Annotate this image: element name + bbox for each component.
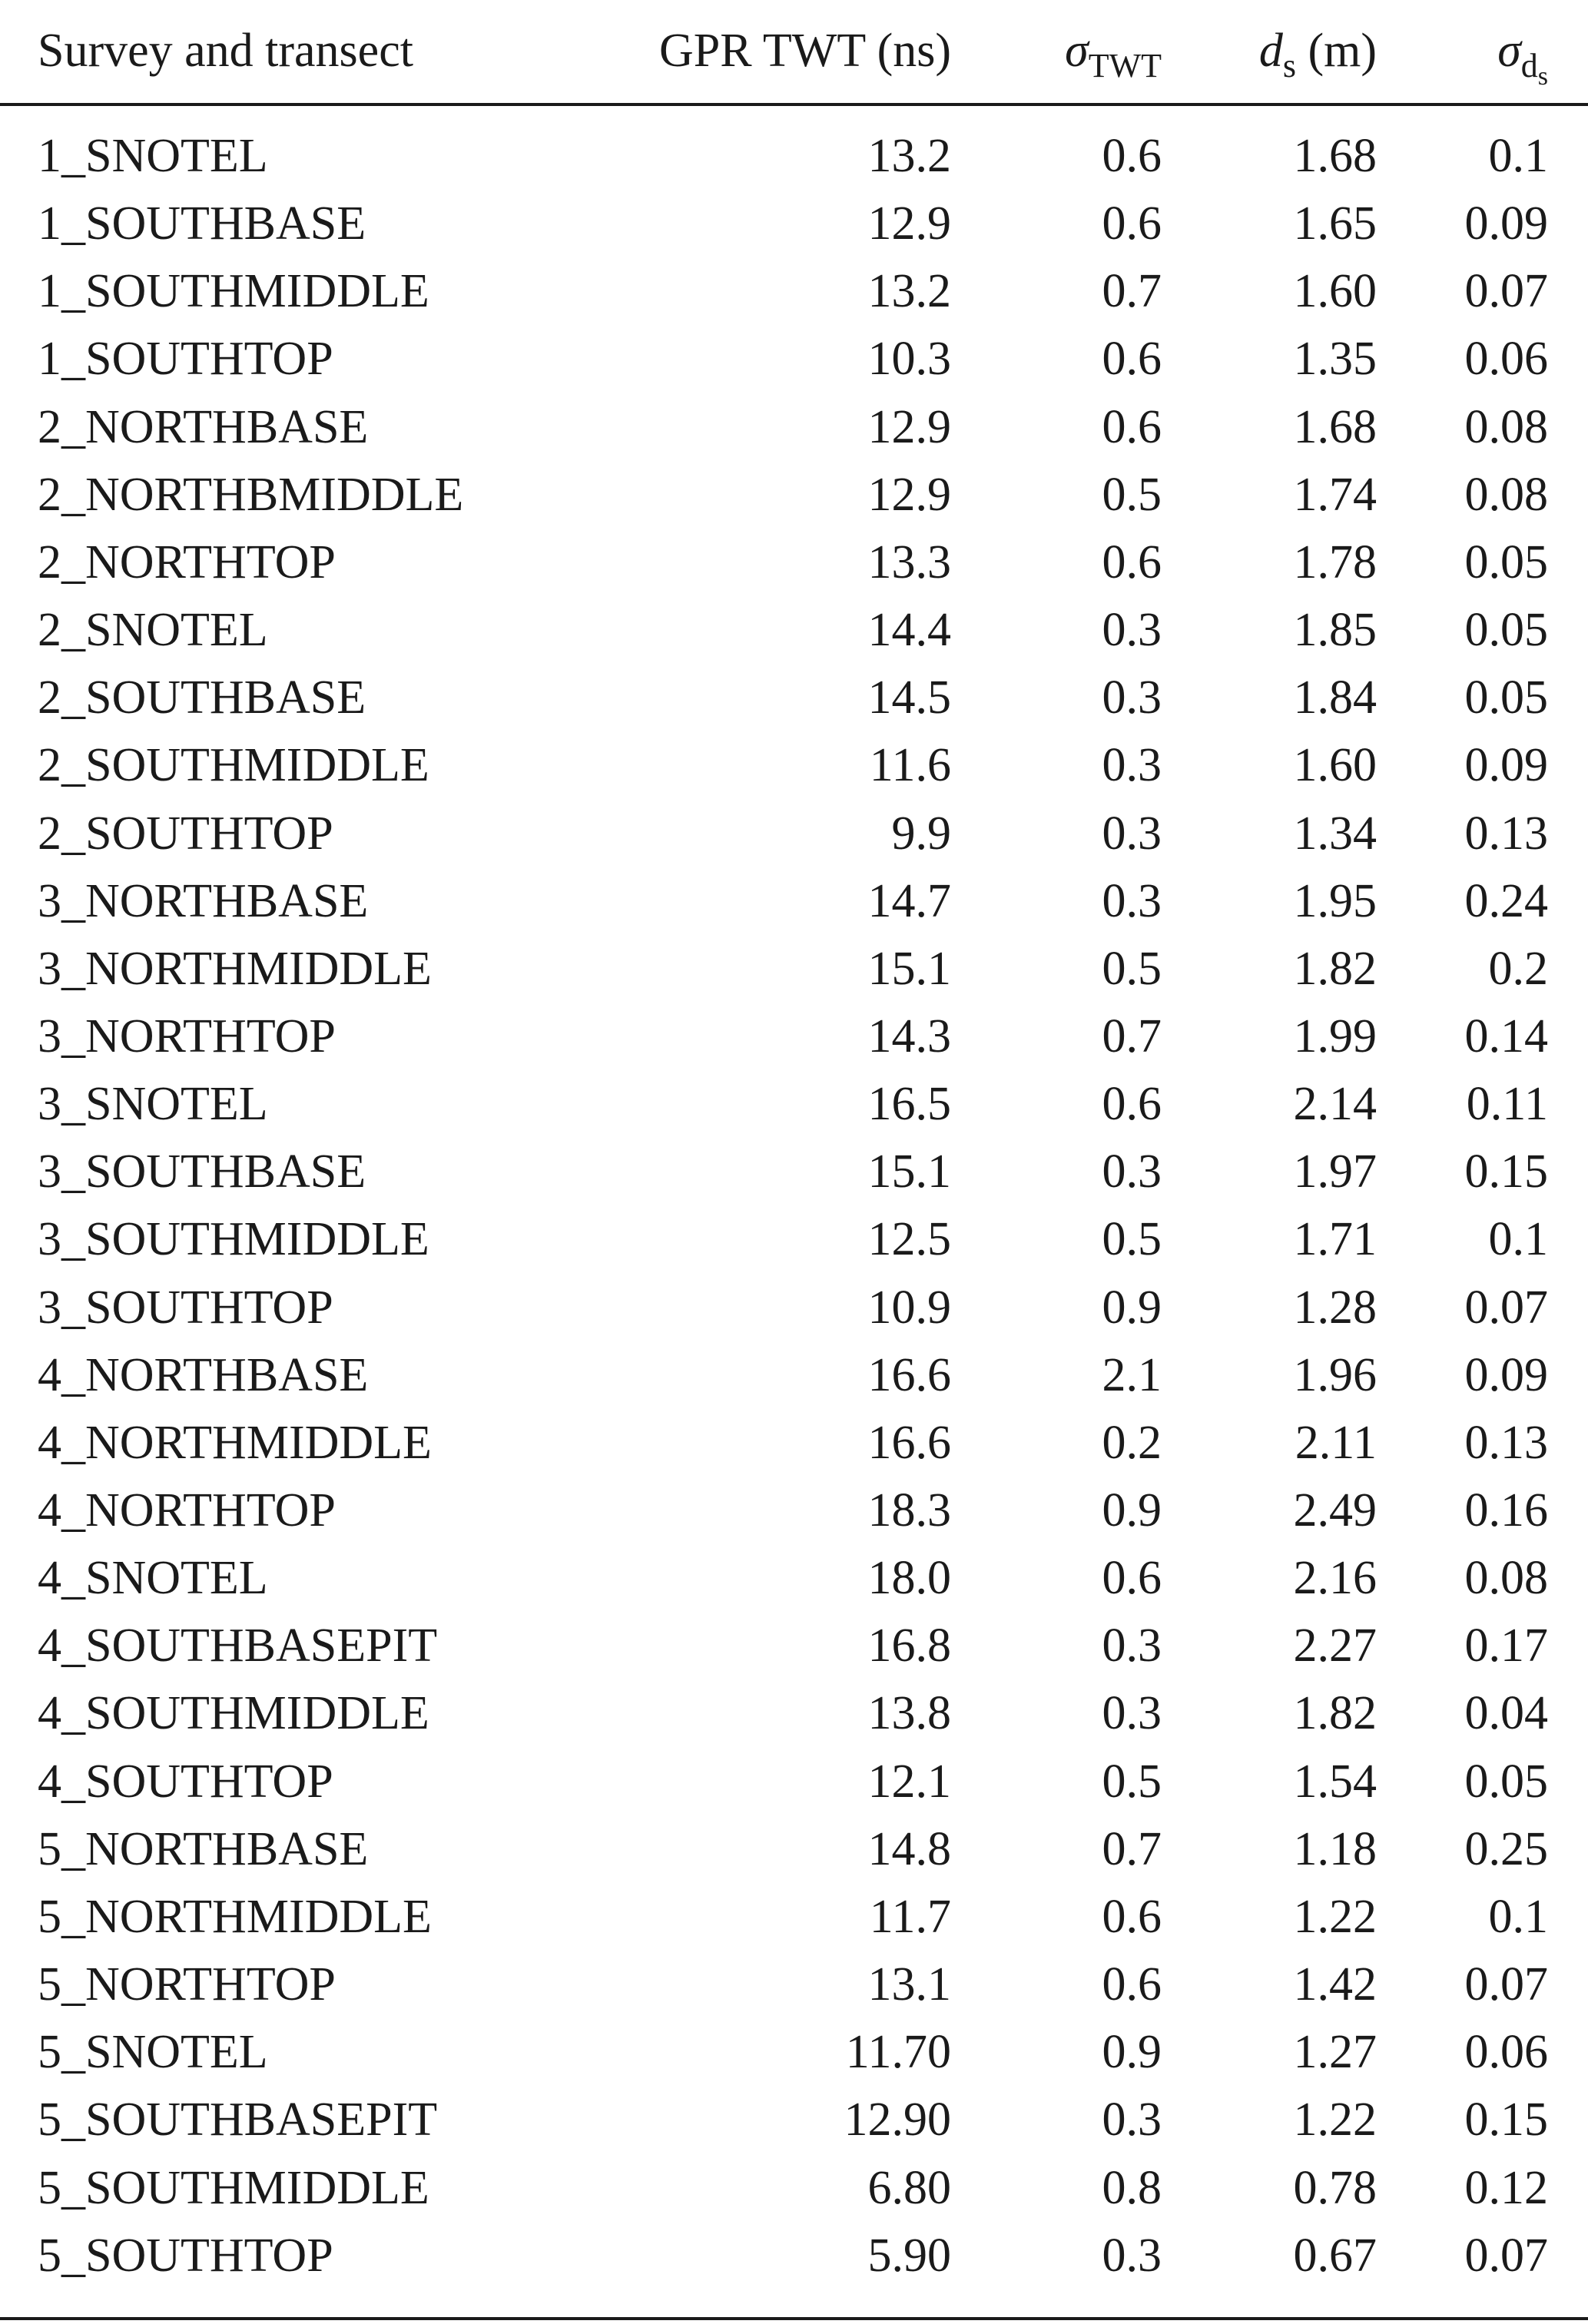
cell-survey-transect: 1_SOUTHMIDDLE [38,265,429,317]
table-row [0,2018,1588,2086]
cell-sigma-twt: 0.2 [1102,1417,1162,1469]
cell-gpr-twt: 9.9 [891,807,951,860]
table-row [0,122,1588,190]
cell-snow-depth: 2.14 [1293,1078,1377,1130]
table-row [0,800,1588,867]
cell-sigma-ds: 0.13 [1464,807,1548,860]
cell-sigma-twt: 0.7 [1102,265,1162,317]
table-row [0,393,1588,461]
cell-sigma-ds: 0.14 [1464,1010,1548,1063]
cell-snow-depth: 2.11 [1295,1417,1377,1469]
cell-survey-transect: 5_NORTHMIDDLE [38,1891,432,1943]
cell-survey-transect: 1_SOUTHBASE [38,197,366,250]
cell-survey-transect: 5_NORTHTOP [38,1958,336,2011]
cell-gpr-twt: 10.3 [867,333,951,385]
cell-sigma-ds: 0.1 [1488,130,1548,182]
cell-gpr-twt: 12.9 [867,197,951,250]
cell-sigma-ds: 0.17 [1464,1620,1548,1672]
cell-survey-transect: 5_NORTHBASE [38,1823,369,1875]
cell-sigma-twt: 0.5 [1102,1755,1162,1808]
header-gpr-twt: GPR TWT (ns) [658,25,951,77]
cell-sigma-twt: 0.3 [1102,1145,1162,1198]
table-row [0,1679,1588,1747]
table-row [0,2222,1588,2289]
cell-snow-depth: 1.68 [1293,401,1377,453]
cell-sigma-twt: 2.1 [1102,1349,1162,1401]
cell-sigma-twt: 0.6 [1102,130,1162,182]
cell-snow-depth: 1.28 [1293,1281,1377,1334]
cell-snow-depth: 1.99 [1293,1010,1377,1063]
header-sigma-twt-symbol: σ [1065,25,1089,77]
cell-survey-transect: 4_NORTHTOP [38,1484,336,1537]
cell-snow-depth: 1.60 [1293,265,1377,317]
cell-sigma-twt: 0.5 [1102,943,1162,995]
cell-sigma-twt: 0.7 [1102,1823,1162,1875]
cell-snow-depth: 1.96 [1293,1349,1377,1401]
cell-sigma-ds: 0.08 [1464,469,1548,521]
cell-snow-depth: 1.42 [1293,1958,1377,2011]
cell-survey-transect: 5_SOUTHTOP [38,2230,333,2282]
cell-sigma-twt: 0.3 [1102,671,1162,724]
cell-gpr-twt: 10.9 [867,1281,951,1334]
cell-snow-depth: 1.35 [1293,333,1377,385]
header-sigma-ds-subsubscript: s [1537,62,1548,91]
cell-gpr-twt: 14.5 [867,671,951,724]
cell-snow-depth: 1.27 [1293,2026,1377,2078]
cell-snow-depth: 1.18 [1293,1823,1377,1875]
cell-sigma-twt: 0.9 [1102,1484,1162,1537]
table-row [0,325,1588,393]
table-row [0,1409,1588,1477]
cell-sigma-ds: 0.09 [1464,739,1548,791]
cell-survey-transect: 2_NORTHTOP [38,536,336,588]
cell-snow-depth: 1.95 [1293,875,1377,927]
table-row [0,867,1588,935]
cell-gpr-twt: 14.8 [867,1823,951,1875]
cell-sigma-twt: 0.3 [1102,807,1162,860]
cell-gpr-twt: 13.8 [867,1687,951,1739]
cell-gpr-twt: 16.5 [867,1078,951,1130]
cell-sigma-twt: 0.7 [1102,1010,1162,1063]
cell-snow-depth: 1.82 [1293,1687,1377,1739]
cell-survey-transect: 2_NORTHBMIDDLE [38,469,464,521]
cell-sigma-ds: 0.1 [1488,1213,1548,1265]
table-top-rule [0,103,1588,106]
cell-snow-depth: 1.82 [1293,943,1377,995]
cell-sigma-ds: 0.09 [1464,197,1548,250]
cell-sigma-ds: 0.25 [1464,1823,1548,1875]
cell-sigma-ds: 0.07 [1464,1958,1548,2011]
cell-survey-transect: 1_SOUTHTOP [38,333,333,385]
table-row [0,461,1588,529]
cell-sigma-twt: 0.3 [1102,2094,1162,2146]
cell-sigma-twt: 0.3 [1102,875,1162,927]
cell-sigma-ds: 0.05 [1464,671,1548,724]
cell-gpr-twt: 12.9 [867,401,951,453]
table-header-row [0,17,1588,91]
cell-sigma-twt: 0.6 [1102,536,1162,588]
cell-gpr-twt: 12.5 [867,1213,951,1265]
cell-sigma-twt: 0.6 [1102,197,1162,250]
cell-gpr-twt: 5.90 [867,2230,951,2282]
cell-snow-depth: 2.27 [1293,1620,1377,1672]
table-row [0,1748,1588,1815]
cell-snow-depth: 1.68 [1293,130,1377,182]
header-sigma-ds-symbol: σ [1497,25,1521,77]
cell-sigma-ds: 0.08 [1464,401,1548,453]
cell-gpr-twt: 15.1 [867,1145,951,1198]
cell-survey-transect: 2_NORTHBASE [38,401,369,453]
cell-snow-depth: 2.49 [1293,1484,1377,1537]
table-row [0,731,1588,799]
cell-sigma-twt: 0.3 [1102,2230,1162,2282]
cell-sigma-ds: 0.06 [1464,333,1548,385]
cell-snow-depth: 1.34 [1293,807,1377,860]
header-snow-depth [1259,17,1377,85]
cell-gpr-twt: 16.8 [867,1620,951,1672]
cell-survey-transect: 2_SOUTHMIDDLE [38,739,429,791]
cell-survey-transect: 3_NORTHBASE [38,875,369,927]
cell-gpr-twt: 16.6 [867,1417,951,1469]
cell-sigma-twt: 0.3 [1102,739,1162,791]
cell-sigma-twt: 0.6 [1102,1078,1162,1130]
cell-survey-transect: 5_SNOTEL [38,2026,268,2078]
header-snow-depth-subscript: s [1282,47,1296,85]
cell-sigma-ds: 0.04 [1464,1687,1548,1739]
cell-snow-depth: 0.67 [1293,2230,1377,2282]
cell-sigma-ds: 0.05 [1464,1755,1548,1808]
cell-survey-transect: 4_NORTHMIDDLE [38,1417,432,1469]
table-row [0,1612,1588,1679]
cell-sigma-twt: 0.9 [1102,2026,1162,2078]
cell-sigma-twt: 0.8 [1102,2162,1162,2214]
table-row [0,1003,1588,1070]
cell-gpr-twt: 6.80 [867,2162,951,2214]
cell-survey-transect: 3_SOUTHBASE [38,1145,366,1198]
cell-snow-depth: 1.65 [1293,197,1377,250]
cell-gpr-twt: 18.3 [867,1484,951,1537]
table-row [0,529,1588,596]
header-snow-depth-unit: (m) [1295,25,1377,77]
cell-survey-transect: 3_SNOTEL [38,1078,268,1130]
cell-sigma-ds: 0.05 [1464,604,1548,656]
cell-snow-depth: 1.22 [1293,1891,1377,1943]
cell-sigma-ds: 0.1 [1488,1891,1548,1943]
cell-survey-transect: 4_SOUTHTOP [38,1755,333,1808]
cell-sigma-ds: 0.2 [1488,943,1548,995]
header-survey-transect: Survey and transect [38,25,413,77]
cell-sigma-ds: 0.13 [1464,1417,1548,1469]
cell-snow-depth: 1.22 [1293,2094,1377,2146]
header-sigma-ds [1497,17,1548,91]
cell-sigma-ds: 0.11 [1466,1078,1548,1130]
cell-survey-transect: 2_SNOTEL [38,604,268,656]
cell-sigma-ds: 0.24 [1464,875,1548,927]
cell-survey-transect: 1_SNOTEL [38,130,268,182]
cell-snow-depth: 1.60 [1293,739,1377,791]
table-row [0,1341,1588,1409]
cell-gpr-twt: 14.4 [867,604,951,656]
cell-snow-depth: 1.71 [1293,1213,1377,1265]
cell-survey-transect: 4_SOUTHMIDDLE [38,1687,429,1739]
cell-sigma-twt: 0.6 [1102,1552,1162,1604]
table-row [0,935,1588,1003]
cell-snow-depth: 1.54 [1293,1755,1377,1808]
cell-gpr-twt: 16.6 [867,1349,951,1401]
cell-sigma-twt: 0.5 [1102,1213,1162,1265]
cell-snow-depth: 1.97 [1293,1145,1377,1198]
cell-snow-depth: 1.84 [1293,671,1377,724]
cell-snow-depth: 1.74 [1293,469,1377,521]
table-bottom-rule [0,2317,1588,2320]
cell-sigma-ds: 0.06 [1464,2026,1548,2078]
cell-sigma-twt: 0.3 [1102,1687,1162,1739]
cell-sigma-twt: 0.6 [1102,401,1162,453]
cell-sigma-ds: 0.07 [1464,265,1548,317]
cell-sigma-twt: 0.6 [1102,333,1162,385]
cell-gpr-twt: 13.2 [867,130,951,182]
cell-survey-transect: 4_SNOTEL [38,1552,268,1604]
cell-survey-transect: 4_NORTHBASE [38,1349,369,1401]
cell-sigma-ds: 0.08 [1464,1552,1548,1604]
cell-survey-transect: 4_SOUTHBASEPIT [38,1620,438,1672]
cell-sigma-twt: 0.3 [1102,604,1162,656]
table-row [0,1477,1588,1544]
cell-gpr-twt: 15.1 [867,943,951,995]
cell-gpr-twt: 11.6 [869,739,951,791]
cell-survey-transect: 3_SOUTHMIDDLE [38,1213,429,1265]
cell-sigma-twt: 0.3 [1102,1620,1162,1672]
cell-survey-transect: 3_SOUTHTOP [38,1281,333,1334]
header-sigma-twt [1065,17,1162,85]
table-row [0,1274,1588,1341]
header-sigma-ds-subscript-d: d [1520,47,1538,85]
cell-survey-transect: 5_SOUTHMIDDLE [38,2162,429,2214]
cell-gpr-twt: 13.1 [867,1958,951,2011]
cell-survey-transect: 2_SOUTHTOP [38,807,333,860]
cell-survey-transect: 3_NORTHTOP [38,1010,336,1063]
header-sigma-twt-subscript: TWT [1088,47,1162,85]
cell-gpr-twt: 18.0 [867,1552,951,1604]
cell-sigma-twt: 0.6 [1102,1958,1162,2011]
cell-gpr-twt: 12.9 [867,469,951,521]
table-row [0,190,1588,257]
cell-sigma-twt: 0.9 [1102,1281,1162,1334]
cell-gpr-twt: 11.70 [845,2026,951,2078]
cell-sigma-ds: 0.07 [1464,2230,1548,2282]
cell-snow-depth: 0.78 [1293,2162,1377,2214]
cell-gpr-twt: 14.7 [867,875,951,927]
table-row [0,2154,1588,2222]
table-row [0,1951,1588,2018]
table-row [0,1883,1588,1951]
cell-snow-depth: 2.16 [1293,1552,1377,1604]
table-row [0,1070,1588,1138]
cell-gpr-twt: 13.2 [867,265,951,317]
cell-gpr-twt: 14.3 [867,1010,951,1063]
header-sigma-ds-subscript [1520,47,1548,91]
cell-sigma-ds: 0.09 [1464,1349,1548,1401]
cell-snow-depth: 1.85 [1293,604,1377,656]
table-row [0,257,1588,325]
cell-sigma-ds: 0.15 [1464,1145,1548,1198]
cell-sigma-ds: 0.16 [1464,1484,1548,1537]
table-row [0,1815,1588,1883]
table-row [0,1138,1588,1205]
cell-gpr-twt: 12.90 [844,2094,951,2146]
cell-survey-transect: 3_NORTHMIDDLE [38,943,432,995]
cell-gpr-twt: 12.1 [867,1755,951,1808]
cell-sigma-ds: 0.15 [1464,2094,1548,2146]
cell-gpr-twt: 11.7 [869,1891,951,1943]
cell-gpr-twt: 13.3 [867,536,951,588]
table-row [0,596,1588,664]
cell-sigma-twt: 0.5 [1102,469,1162,521]
cell-sigma-twt: 0.6 [1102,1891,1162,1943]
cell-survey-transect: 5_SOUTHBASEPIT [38,2094,438,2146]
cell-survey-transect: 2_SOUTHBASE [38,671,366,724]
table-row [0,1544,1588,1612]
header-snow-depth-symbol: d [1258,25,1283,77]
cell-snow-depth: 1.78 [1293,536,1377,588]
table-row [0,1205,1588,1273]
cell-sigma-ds: 0.12 [1464,2162,1548,2214]
cell-sigma-ds: 0.07 [1464,1281,1548,1334]
table-row [0,2086,1588,2153]
cell-sigma-ds: 0.05 [1464,536,1548,588]
table-row [0,664,1588,731]
